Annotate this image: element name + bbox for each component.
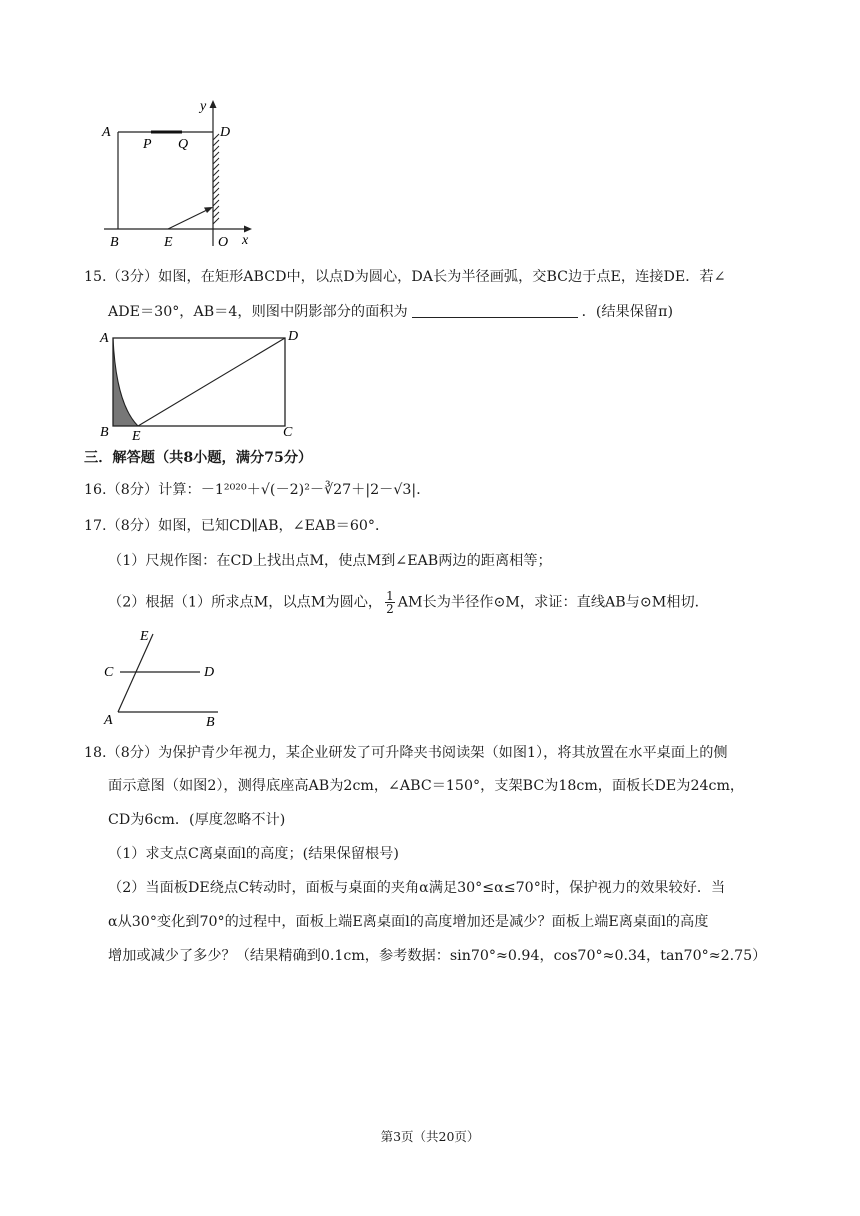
q17-part2 bbox=[108, 590, 709, 615]
q15-line2 bbox=[108, 302, 673, 322]
figure-q17 bbox=[96, 626, 231, 730]
fig15-label-D: D bbox=[288, 329, 299, 344]
fraction-one-half bbox=[385, 590, 395, 615]
q18-part1: （1）求支点C离桌面l的高度；(结果保留根号) bbox=[108, 846, 399, 862]
frac-numerator: 1 bbox=[386, 589, 394, 603]
fig17-label-B: B bbox=[206, 715, 215, 730]
page-footer: 第3页（共20页） bbox=[380, 1129, 480, 1144]
fig14-label-O: O bbox=[218, 235, 229, 250]
fig17-label-A: A bbox=[104, 713, 113, 728]
fig14-label-E: E bbox=[164, 235, 173, 250]
q16 bbox=[84, 480, 430, 500]
fig14-label-x: x bbox=[242, 233, 249, 248]
fig14-label-A: A bbox=[102, 125, 111, 140]
fig15-label-B: B bbox=[100, 425, 109, 440]
q15-line2-pre: ADE＝30°，AB＝4，则图中阴影部分的面积为 bbox=[108, 304, 408, 320]
q16-prefix: 16.（8分）计算： bbox=[84, 482, 201, 498]
q18-line2: 面示意图（如图2），测得底座高AB为2cm，∠ABC＝150°，支架BC为18cm，面板长DE为24cm， bbox=[108, 778, 745, 794]
q17-part2-post: AM长为半径作⊙M，求证：直线AB与⊙M相切． bbox=[397, 594, 709, 611]
q15-line1: 15.（3分）如图，在矩形ABCD中，以点D为圆心，DA长为半径画弧，交BC边于点E，连接DE．若∠ bbox=[84, 269, 726, 285]
fig14-label-B: B bbox=[110, 235, 119, 250]
q16-expression: －1²⁰²⁰＋√(－2)²－∛27＋|2－√3|． bbox=[200, 482, 431, 498]
q18-part2-line1: （2）当面板DE绕点C转动时，面板与桌面的夹角α满足30°≤α≤70°时，保护视力的效果较好．当 bbox=[108, 880, 726, 896]
q17-part1: （1）尺规作图：在CD上找出点M，使点M到∠EAB两边的距离相等； bbox=[108, 553, 552, 569]
q17-part2-pre: （2）根据（1）所求点M，以点M为圆心， bbox=[108, 594, 383, 611]
q18-part2-line2: α从30°变化到70°的过程中，面板上端E离桌面l的高度增加还是减少？面板上端E离桌面l的高度 bbox=[108, 914, 709, 930]
q17-line1: 17.（8分）如图，已知CD∥AB，∠EAB＝60°． bbox=[84, 518, 390, 534]
fig14-label-D: D bbox=[220, 125, 231, 140]
figure-q15 bbox=[96, 326, 306, 442]
figure-q14 bbox=[96, 96, 266, 256]
q15-line2-post: ．(结果保留π) bbox=[581, 304, 673, 320]
fig17-label-D: D bbox=[204, 665, 215, 680]
section-title: 三．解答题（共8小题，满分75分） bbox=[84, 450, 313, 466]
fig15-label-C: C bbox=[283, 425, 293, 440]
fig14-label-Q: Q bbox=[178, 137, 189, 152]
q18-line3: CD为6cm．(厚度忽略不计) bbox=[108, 812, 286, 828]
q18-line1: 18.（8分）为保护青少年视力，某企业研发了可升降夹书阅读架（如图1），将其放置在水平桌面上的侧 bbox=[84, 745, 728, 761]
fig15-label-A: A bbox=[100, 331, 109, 346]
fig17-label-E: E bbox=[140, 629, 149, 644]
answer-blank bbox=[412, 303, 578, 318]
fig14-label-P: P bbox=[143, 137, 152, 152]
q18-part2-line3: 增加或减少了多少？（结果精确到0.1cm，参考数据：sin70°≈0.94，cos70°≈0.34，tan70°≈2.75） bbox=[108, 948, 767, 964]
fig14-label-y: y bbox=[200, 99, 207, 114]
frac-denominator: 2 bbox=[386, 602, 394, 616]
fig17-label-C: C bbox=[104, 665, 114, 680]
fig15-label-E: E bbox=[132, 429, 141, 442]
